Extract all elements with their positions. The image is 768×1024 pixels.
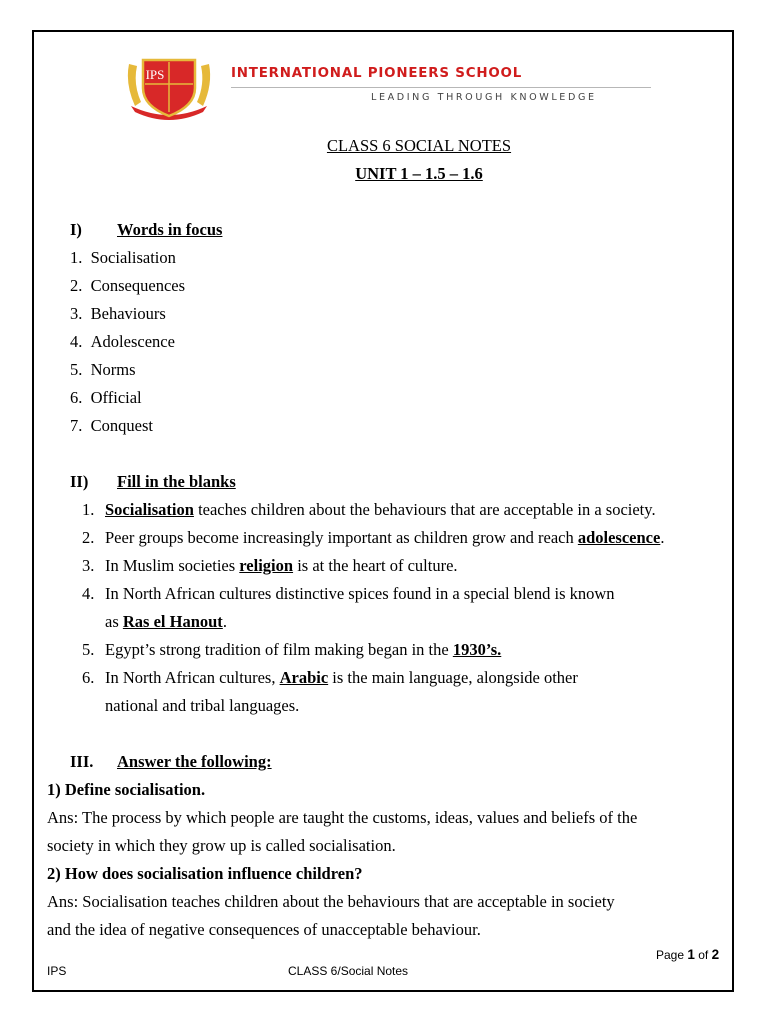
- answer-2-line-1: Ans: Socialisation teaches children about the behaviours that are acceptable in society: [47, 892, 615, 911]
- list-item: 6.: [82, 668, 95, 687]
- section2-number: II): [70, 472, 89, 491]
- list-item: 6. Official: [70, 388, 142, 407]
- section3-heading: Answer the following:: [117, 752, 272, 771]
- school-name: INTERNATIONAL PIONEERS SCHOOL: [231, 66, 523, 81]
- list-item: 5. Norms: [70, 360, 136, 379]
- answer-1-line-2: society in which they grow up is called socialisation.: [47, 836, 396, 855]
- blank-answer: religion: [239, 556, 294, 575]
- list-item: Socialisation teaches children about the behaviours that are acceptable in a society.: [105, 500, 656, 519]
- crest-letter-i: IPS: [145, 67, 165, 82]
- list-item: 7. Conquest: [70, 416, 153, 435]
- list-item: In Muslim societies religion is at the heart of culture.: [105, 556, 458, 575]
- list-item: 1. Socialisation: [70, 248, 176, 267]
- question-1: 1) Define socialisation.: [47, 780, 206, 799]
- list-item: 3.: [82, 556, 95, 575]
- blank-answer: Ras el Hanout: [122, 612, 223, 631]
- list-item: 4.: [82, 584, 95, 603]
- blank-answer: Arabic: [279, 668, 329, 687]
- section2-heading: Fill in the blanks: [117, 472, 236, 491]
- list-item: 1.: [82, 500, 95, 519]
- section3-number: III.: [70, 752, 94, 771]
- page-title: CLASS 6 SOCIAL NOTES: [326, 136, 512, 155]
- list-item: 3. Behaviours: [70, 304, 166, 323]
- list-item-continued: national and tribal languages.: [105, 696, 300, 715]
- answer-2-line-2: and the idea of negative consequences of unacceptable behaviour.: [47, 920, 481, 939]
- page-subtitle: UNIT 1 – 1.5 – 1.6: [355, 164, 483, 183]
- list-item-continued: as Ras el Hanout.: [105, 612, 227, 631]
- list-item: In North African cultures distinctive spices found in a special blend is known: [105, 584, 615, 603]
- list-item: 4. Adolescence: [70, 332, 175, 351]
- blank-answer: Socialisation: [105, 500, 194, 519]
- list-item: In North African cultures, Arabic is the main language, alongside other: [105, 668, 578, 687]
- section1-number: I): [70, 220, 82, 239]
- school-crest-logo: [123, 54, 215, 120]
- question-2: 2) How does socialisation influence children?: [47, 864, 363, 883]
- list-item: Peer groups become increasingly important as children grow and reach adolescence.: [105, 528, 665, 547]
- answer-1-line-1: Ans: The process by which people are taught the customs, ideas, values and beliefs of the: [47, 808, 638, 827]
- footer-left: IPS: [47, 964, 67, 978]
- section1-heading: Words in focus: [117, 220, 223, 239]
- school-tagline: LEADING THROUGH KNOWLEDGE: [371, 92, 597, 103]
- list-item: 2. Consequences: [70, 276, 186, 295]
- blank-answer: 1930’s.: [452, 640, 502, 659]
- list-item: 5.: [82, 640, 95, 659]
- list-item: 2.: [82, 528, 95, 547]
- blank-answer: adolescence: [577, 528, 661, 547]
- header-divider: [231, 87, 651, 88]
- list-item: Egypt’s strong tradition of film making began in the 1930’s.: [105, 640, 502, 659]
- page-number: Page 1 of 2: [656, 947, 720, 962]
- footer-center: CLASS 6/Social Notes: [288, 964, 409, 978]
